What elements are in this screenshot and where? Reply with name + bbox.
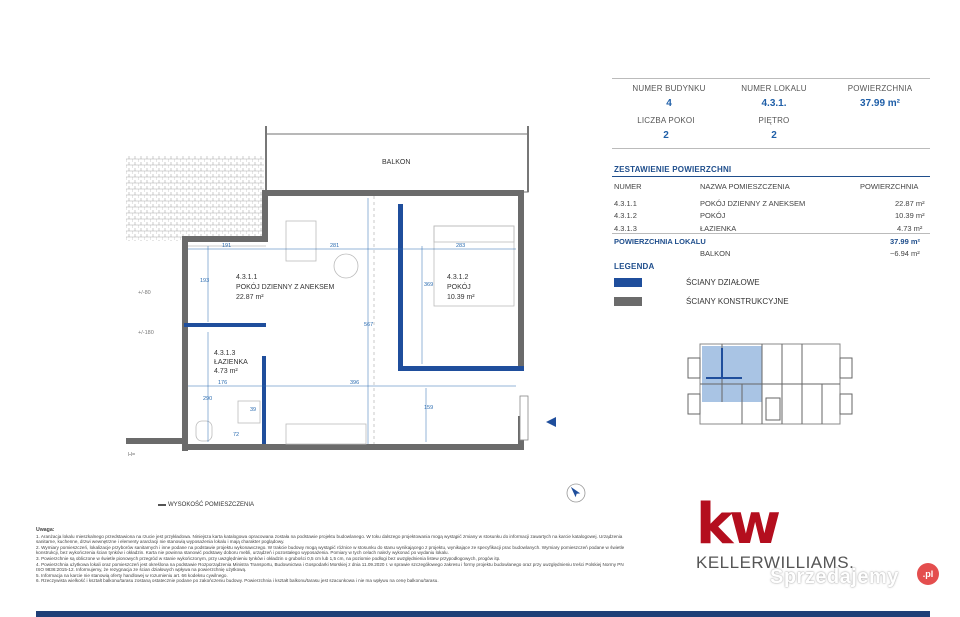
key-plan: [682, 338, 862, 432]
dim-label: 567: [364, 322, 374, 328]
hatched-terrace: [126, 156, 264, 241]
level-label: +/-80: [138, 290, 151, 296]
key-plan-highlight: [702, 346, 762, 402]
watermark-brand: Sprzedajemy: [770, 566, 899, 588]
room1-area: 22.87 m²: [236, 294, 264, 301]
label-numer-budynku: NUMER BUDYNKU: [632, 84, 706, 93]
row-pow: 22.87 m²: [895, 199, 925, 208]
row-pow: 4.73 m²: [897, 224, 923, 233]
row-nazwa: POKÓJ DZIENNY Z ANEKSEM: [700, 199, 806, 208]
col-numer: NUMER: [614, 182, 642, 191]
dim-label: 191: [222, 243, 232, 249]
total-rule: [612, 233, 930, 234]
note-line: 5. Informacja na karcie nie stanowią oferty handlowej w rozumieniu art. 66 kodeksu cywilnego.: [36, 572, 228, 578]
floor-plan: [126, 126, 556, 466]
label-numer-lokalu: NUMER LOKALU: [741, 84, 807, 93]
row-numer: 4.3.1.1: [614, 199, 637, 208]
value-numer-budynku: 4: [666, 98, 672, 109]
note-line: 3. Powierzchnie są obliczone w świetle pionowych przegród w stanie wykończonym, przy uwzględnieniu tynków i okładzin o grubości 0,5 cm lub 1,5 cm, na poziomie podłogi bez uwzględnienia listew przypodłogowych, progów itp.: [36, 555, 501, 561]
dim-label: 176: [218, 380, 228, 386]
notes-title: Uwaga:: [36, 527, 55, 533]
note-line: 1. Aranżacja lokalu mieszkalnego przedstawiona na rzucie jest przykładowa. Niniejsza karta katalogowa opracowana została na podstawie projektu budowlanego. W toku dalszego projektowania mogą wystąpić zmiany w stosunku do informacji zawartych na karcie katalogowej. Urządzenia sanitarne, kuchenne, drzwi wewnętrzne i elementy aranżacji nie stanowią wyposażenia lokalu i mają charakter poglądowy.: [36, 533, 623, 545]
row-pow: 10.39 m²: [895, 211, 925, 220]
col-nazwa: NAZWA POMIESZCZENIA: [700, 182, 790, 191]
dim-label: 369: [424, 282, 434, 288]
label-liczba-pokoi: LICZBA POKOI: [637, 116, 695, 125]
notes-block: [36, 528, 626, 584]
bottom-bar: [36, 611, 930, 617]
dim-label: 39: [250, 407, 257, 413]
label-pietro: PIĘTRO: [758, 116, 790, 125]
room3-name: ŁAZIENKA: [214, 359, 248, 366]
value-powierzchnia: 37.99 m²: [859, 98, 901, 109]
label-powierzchnia: POWIERZCHNIA: [847, 84, 913, 93]
level-label: +/-180: [138, 330, 154, 336]
dim-label: 396: [350, 380, 360, 386]
dim-label: 72: [233, 432, 240, 438]
total-label: POWIERZCHNIA LOKALU: [614, 237, 706, 246]
compass-icon: [565, 482, 587, 504]
legend-label-dzialowe: ŚCIANY DZIAŁOWE: [686, 278, 760, 287]
level-label: H=: [128, 452, 136, 458]
entrance-arrow: [546, 414, 556, 430]
total-value: 37.99 m²: [890, 237, 921, 246]
row-numer: 4.3.1.3: [614, 224, 637, 233]
value-liczba-pokoi: 2: [663, 130, 669, 141]
dim-label: 159: [424, 405, 434, 411]
note-line: 6. Rzeczywista wielkość i kształt balkonu/tarasu zostaną ostatecznie podane po zakończeniu budowy. Powierzchnia i kształt balkonu/tarasu jest szacunkowa i nie ma wpływu na cenę balkonu/tarasu.: [36, 578, 439, 584]
wysokosc-label: WYSOKOŚĆ POMIESZCZENIA: [168, 502, 255, 508]
dim-label: 290: [203, 396, 213, 402]
room3-num: 4.3.1.3: [214, 350, 236, 357]
legend-swatch-dzialowe: [614, 278, 642, 287]
watermark-brand-badge: .pl: [917, 563, 939, 585]
room1-name: POKÓJ DZIENNY Z ANEKSEM: [236, 284, 335, 291]
room2-area: 10.39 m²: [447, 294, 475, 301]
kw-logo: kw: [696, 492, 777, 557]
dim-label: 193: [200, 278, 210, 284]
height-marker-icon: [158, 504, 166, 506]
value-numer-lokalu: 4.3.1.: [761, 98, 787, 109]
legend-title: LEGENDA: [614, 262, 655, 271]
note-line: 4. Powierzchnia użytkowa lokali oraz pomieszczeń jest określona na podstawie Rozporządzenia Ministra Transportu, Budownictwa i Gospodarki Morskiej z dnia 11.09.2020 r. w sprawie szczegółowego zakresu i formy projektu budowlanego oraz przy uwzględnieniu treści Polskiej Normy PN ISO 9836:2015-12. Informujemy, że rezygnacja ze ścian działowych wpływa na powierzchnię użytkową.: [36, 561, 624, 573]
plan-balkon-label: BALKON: [382, 159, 411, 166]
balkon-value: ~6.94 m²: [890, 249, 920, 258]
value-pietro: 2: [771, 130, 777, 141]
row-nazwa: ŁAZIENKA: [700, 224, 737, 233]
dim-label: 281: [330, 243, 340, 249]
legend-swatch-konstrukcyjne: [614, 297, 642, 306]
room2-num: 4.3.1.2: [447, 274, 469, 281]
row-nazwa: POKÓJ: [700, 211, 726, 220]
summary-title: ZESTAWIENIE POWIERZCHNI: [614, 165, 732, 174]
header-bottom-rule: [612, 148, 930, 149]
balkon-label: BALKON: [700, 249, 731, 258]
note-line: 2. Wymiary pomieszczeń, lokalizacje przyborów sanitarnych i inne podane na podstawie projektu wykonawczego. W trakcie budowy mogą wystąpić różnice w stosunku do stanu wynikającego z projektu, wynikające ze specyfikacji prac budowlanych. Wymiary pomieszczeń podane w świetle konstrukcji, bez wykończenia ścian tynków i okładzin. Karta nie powinna stanowić podstawy doboru mebli, urządzeń i pozostałego wyposażenia. Pomiary w tych celach należy wykonać po wydaniu lokalu.: [36, 544, 625, 556]
room3-area: 4.73 m²: [214, 368, 238, 375]
kw-name: KELLERWILLIAMS.: [696, 553, 855, 572]
room1-num: 4.3.1.1: [236, 274, 258, 281]
legend-label-konstrukcyjne: ŚCIANY KONSTRUKCYJNE: [686, 297, 789, 306]
row-numer: 4.3.1.2: [614, 211, 637, 220]
dim-label: 283: [456, 243, 466, 249]
header-top-rule: [612, 78, 930, 79]
room2-name: POKÓJ: [447, 284, 471, 291]
summary-rule: [612, 176, 930, 177]
col-pow: POWIERZCHNIA: [860, 182, 919, 191]
